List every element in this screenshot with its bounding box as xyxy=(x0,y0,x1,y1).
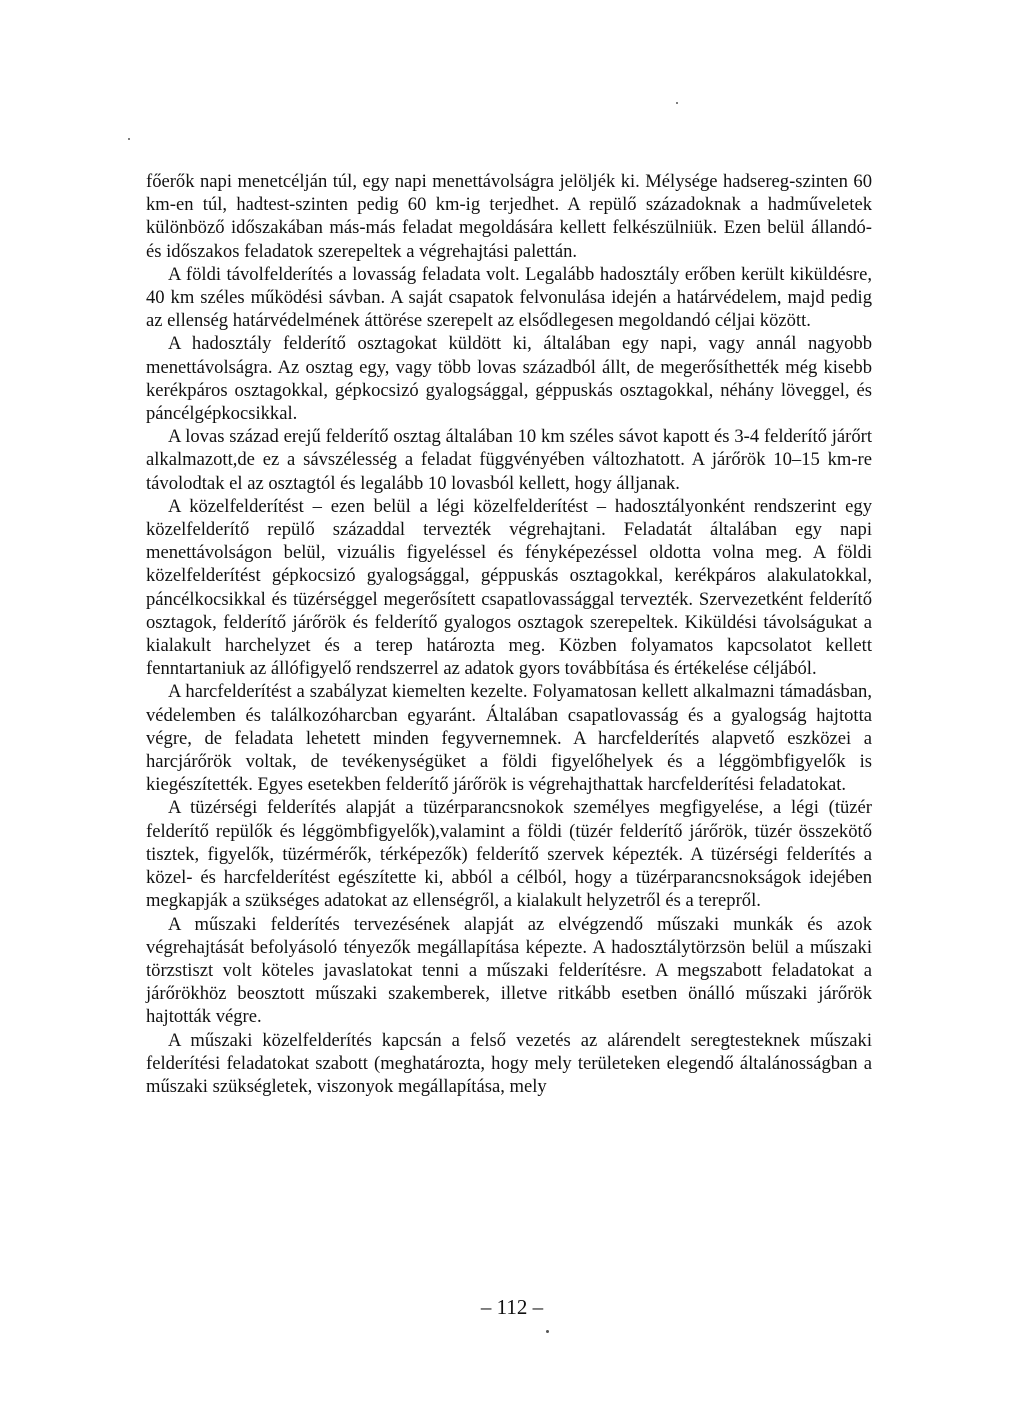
paragraph-2: A földi távolfelderítés a lovasság feladata volt. Legalább hadosztály erőben került kiküldésre, 40 km széles működési sávban. A saját csapatok felvonulása idején a határvédelem, majd pedig az ellenség határvédelmének áttörése szerepelt az elsődlegesen megoldandó céljai között. xyxy=(146,263,872,332)
paragraph-7: A tüzérségi felderítés alapját a tüzérparancsnokok személyes megfigyelése, a légi (tüzér felderítő repülők és léggömbfigyelők),valamint a földi (tüzér felderítő járőrök, tüzér összekötő tisztek, figyelők, tüzérmérők, térképezők) felderítő szervek képezték. A tüzérségi felderítés a közel- és harcfelderítést egészítette ki, abból a célból, hogy a tüzérparancsnokságok idejében megkapják a szükséges adatokat az ellenségről, a kialakult helyzetről és a terepről. xyxy=(146,797,872,912)
page-body xyxy=(146,170,872,1098)
scan-speck xyxy=(128,138,130,140)
paragraph-6: A harcfelderítést a szabályzat kiemelten kezelte. Folyamatosan kellett alkalmazni támadásban, védelemben és találkozóharcban egyaránt. Általában csapatlovasság és a gyalogság hajtotta végre, de feladata lehetett minden fegyvernemnek. A harcfelderítés alapvető eszközei a harcjárőrök voltak, de tevékenységüket a földi figyelőhelyek és a léggömbfigyelők is kiegészítették. Egyes esetekben felderítő járőrök is végrehajthattak harcfelderítési feladatokat. xyxy=(146,681,872,796)
paragraph-1: főerők napi menetcélján túl, egy napi menettávolságra jelöljék ki. Mélysége hadsereg-szinten 60 km-en túl, hadtest-szinten pedig 60 km-ig terjedhet. A repülő századoknak a hadműveletek különböző időszakában más-más feladat megoldására kellett felkészülniük. Ezen belül állandó- és időszakos feladatok szerepeltek a végrehajtási palettán. xyxy=(146,171,872,262)
paragraph-8: A műszaki felderítés tervezésének alapját az elvégzendő műszaki munkák és azok végrehajtását befolyásoló tényezők megállapítása képezte. A hadosztálytörzsön belül a műszaki törzstiszt volt köteles javaslatokat tenni a műszaki felderítésre. A megszabott feladatokat a járőrökhöz beosztott műszaki szakemberek, illetve ritkább esetben önálló műszaki járőrök hajtották végre. xyxy=(146,913,872,1028)
scan-speck xyxy=(676,102,678,104)
page-number: – 112 – xyxy=(480,1295,544,1319)
paragraph-3: A hadosztály felderítő osztagokat küldött ki, általában egy napi, vagy annál nagyobb menettávolságra. Az osztag egy, vagy több lovas századból állt, de megerősíthették még kisebb kerékpáros osztagokkal, gépkocsizó gyalogsággal, géppuskás osztagokkal, néhány löveggel, és páncélgépkocsikkal. xyxy=(146,333,872,425)
scan-speck xyxy=(546,1330,549,1333)
paragraph-4: A lovas század erejű felderítő osztag általában 10 km széles sávot kapott és 3-4 felderítő járőrt alkalmazott,de ez a sávszélesség a feladat függvényében változhatott. A járőrök 10–15 km-re távolodtak el az osztagtól és legalább 10 lovasból kellett, hogy álljanak. xyxy=(146,426,872,494)
paragraph-5: A közelfelderítést – ezen belül a légi közelfelderítést – hadosztályonként rendszerint egy közelfelderítő repülő századdal tervezték végrehajtani. Feladatát általában egy napi menettávolságon belül, vizuális figyeléssel és fényképezéssel oldotta volna meg. A földi közelfelderítést gépkocsizó gyalogsággal, géppuskás osztagokkal, kerékpáros alakulatokkal, páncélkocsikkal és tüzérséggel megerősített csapatlovassággal tervezték. Szervezetként felderítő osztagok, felderítő járőrök és felderítő gyalogos osztagok szerepeltek. Kiküldési távolságukat a kialakult harchelyzet és a terep határozta meg. Közben folyamatos kapcsolatot kellett fenntartaniuk az állófigyelő rendszerrel az adatok gyors továbbítása és értékelése céljából. xyxy=(146,495,872,680)
paragraph-9: A műszaki közelfelderítés kapcsán a felső vezetés az alárendelt seregtesteknek műszaki felderítési feladatokat szabott (meghatározta, hogy mely területeken elegendő általánosságban a műszaki szükségletek, viszonyok megállapítása, mely xyxy=(146,1029,872,1097)
